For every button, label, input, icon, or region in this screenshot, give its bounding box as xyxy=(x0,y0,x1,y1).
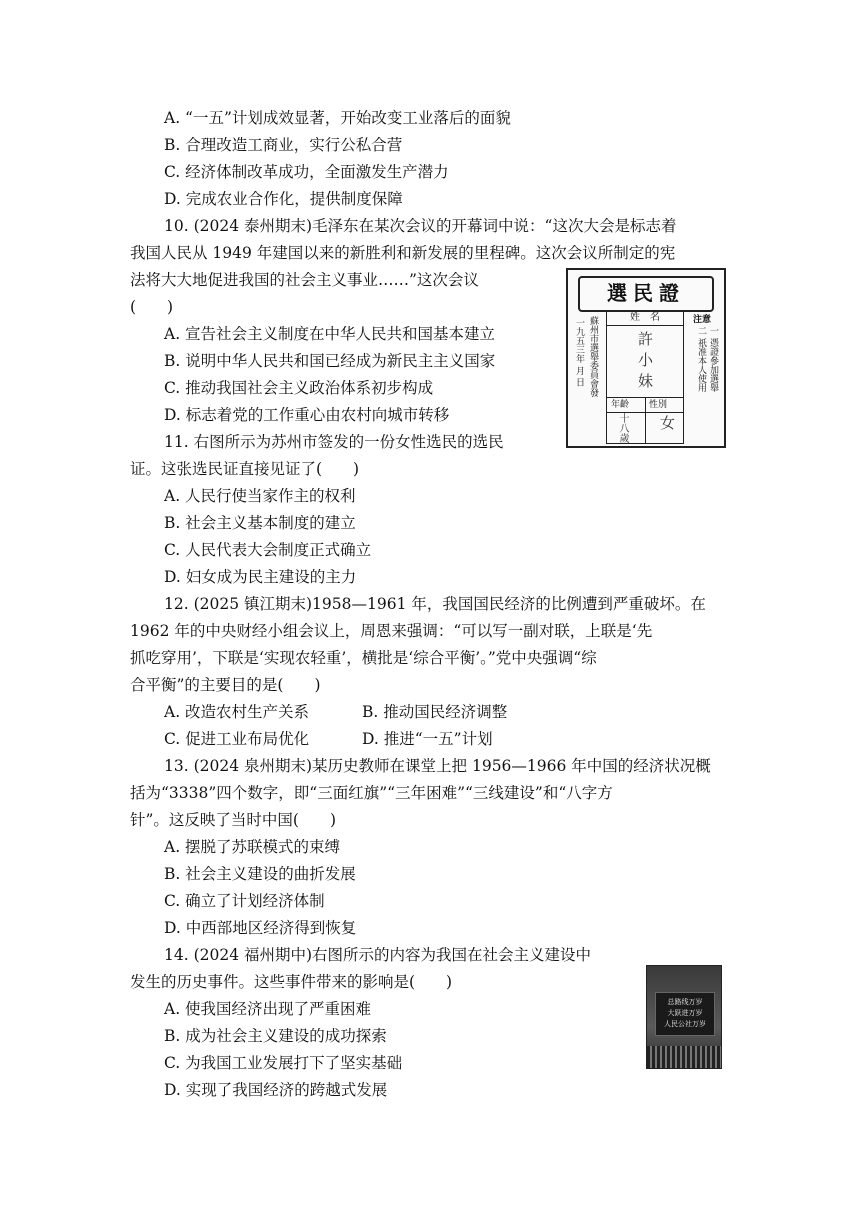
q9-option-d: D. 完成农业合作化，提供制度保障 xyxy=(164,190,403,208)
q9-option-a: A. “一五”计划成效显著，开始改变工业落后的面貌 xyxy=(164,109,511,127)
q10-stem-line-1: 10. (2024 泰州期末)毛泽东在某次会议的开幕词中说：“这次大会是标志着 xyxy=(164,217,677,235)
q14-option-a: A. 使我国经济出现了严重困难 xyxy=(164,1000,372,1018)
certificate-name-label: 姓 名 xyxy=(607,311,683,326)
q11-stem-line-1: 11. 右图所示为苏州市签发的一份女性选民的选民 xyxy=(164,433,504,451)
q10-stem-line-3: 法将大大地促进我国的社会主义事业……”这次会议 xyxy=(130,271,479,289)
photo-banner-line-2: 大跃进万岁 xyxy=(667,1009,703,1017)
q14-stem-line-2: 发生的历史事件。这些事件带来的影响是( ) xyxy=(130,973,453,991)
q11-option-a: A. 人民行使当家作主的权利 xyxy=(164,487,356,505)
q12-option-b: B. 推动国民经济调整 xyxy=(362,703,508,721)
certificate-note-1: 一 憑證參加選舉 xyxy=(708,326,718,392)
q12-stem-line-3: 抓吃穿用’，下联是‘实现农轻重’，横批是‘综合平衡’。”党中央强调“综 xyxy=(130,649,597,667)
certificate-sex-label: 性別 xyxy=(649,400,668,410)
great-leap-forward-photo xyxy=(646,965,722,1069)
q9-option-b: B. 合理改造工商业，实行公私合营 xyxy=(164,136,403,154)
certificate-age-label: 年齡 xyxy=(611,400,630,410)
photo-banner-line-3: 人民公社万岁 xyxy=(664,1020,706,1028)
q11-option-c: C. 人民代表大会制度正式确立 xyxy=(164,541,372,559)
q13-option-b: B. 社会主义建设的曲折发展 xyxy=(164,865,356,883)
q12-stem-line-1: 12. (2025 镇江期末)1958—1961 年，我国国民经济的比例遭到严重破坏。在 xyxy=(164,595,706,613)
certificate-title: 選民證 xyxy=(578,276,714,312)
q10-stem-line-4: ( ) xyxy=(130,298,174,316)
certificate-age-value: 十八歲 xyxy=(617,413,628,443)
certificate-notes xyxy=(684,312,720,442)
q13-stem-line-2: 括为“3338”四个数字，即“三面红旗”“三年困难”“三线建设”和“八字方 xyxy=(130,784,613,802)
certificate-issuer: 蘇州市選舉委員會發 xyxy=(588,316,598,397)
q14-stem-line-1: 14. (2024 福州期中)右图所示的内容为我国在社会主义建设中 xyxy=(164,946,592,964)
certificate-note-title: 注意 xyxy=(692,315,711,325)
q11-option-b: B. 社会主义基本制度的建立 xyxy=(164,514,356,532)
q13-option-d: D. 中西部地区经济得到恢复 xyxy=(164,919,357,937)
q12-stem-line-2: 1962 年的中央财经小组会议上，周恩来强调：“可以写一副对联，上联是‘先 xyxy=(130,622,653,640)
q13-stem-line-3: 针”。这反映了当时中国( ) xyxy=(130,811,337,829)
certificate-name-value: 許小妹 xyxy=(636,331,654,394)
q10-option-d: D. 标志着党的工作重心由农村向城市转移 xyxy=(164,406,450,424)
certificate-note-2: 二 祇准本人使用 xyxy=(696,326,706,392)
q13-option-c: C. 确立了计划经济体制 xyxy=(164,892,325,910)
q13-stem-line-1: 13. (2024 泉州期末)某历史教师在课堂上把 1956—1966 年中国的经济状况概 xyxy=(164,757,711,775)
q14-option-d: D. 实现了我国经济的跨越式发展 xyxy=(164,1081,388,1099)
voter-certificate-image xyxy=(566,268,726,448)
q12-option-d: D. 推进“一五”计划 xyxy=(362,730,493,748)
q10-option-c: C. 推动我国社会主义政治体系初步构成 xyxy=(164,379,434,397)
photo-banner-line-1: 总路线万岁 xyxy=(667,998,703,1006)
q11-option-d: D. 妇女成为民主建设的主力 xyxy=(164,568,357,586)
certificate-date: 一九五三年 月 日 xyxy=(574,318,584,387)
q14-option-b: B. 成为社会主义建设的成功探索 xyxy=(164,1027,387,1045)
q12-option-a: A. 改造农村生产关系 xyxy=(164,703,310,721)
certificate-grid xyxy=(606,310,684,444)
q10-stem-line-2: 我国人民从 1949 年建国以来的新胜利和新发展的里程碑。这次会议所制定的宪 xyxy=(130,244,676,262)
photo-banner xyxy=(655,992,715,1036)
certificate-sex-value: 女 xyxy=(658,415,676,430)
q12-option-c: C. 促进工业布局优化 xyxy=(164,730,310,748)
q11-stem-line-2: 证。这张选民证直接见证了( ) xyxy=(130,460,360,478)
q14-option-c: C. 为我国工业发展打下了坚实基础 xyxy=(164,1054,403,1072)
q13-option-a: A. 摆脱了苏联模式的束缚 xyxy=(164,838,341,856)
q10-option-b: B. 说明中华人民共和国已经成为新民主主义国家 xyxy=(164,352,496,370)
q10-option-a: A. 宣告社会主义制度在中华人民共和国基本建立 xyxy=(164,325,496,343)
q9-option-c: C. 经济体制改革成功，全面激发生产潜力 xyxy=(164,163,449,181)
certificate-divider xyxy=(645,397,646,443)
q12-stem-line-4: 合平衡”的主要目的是( ) xyxy=(130,676,321,694)
photo-crowd xyxy=(647,1046,721,1068)
